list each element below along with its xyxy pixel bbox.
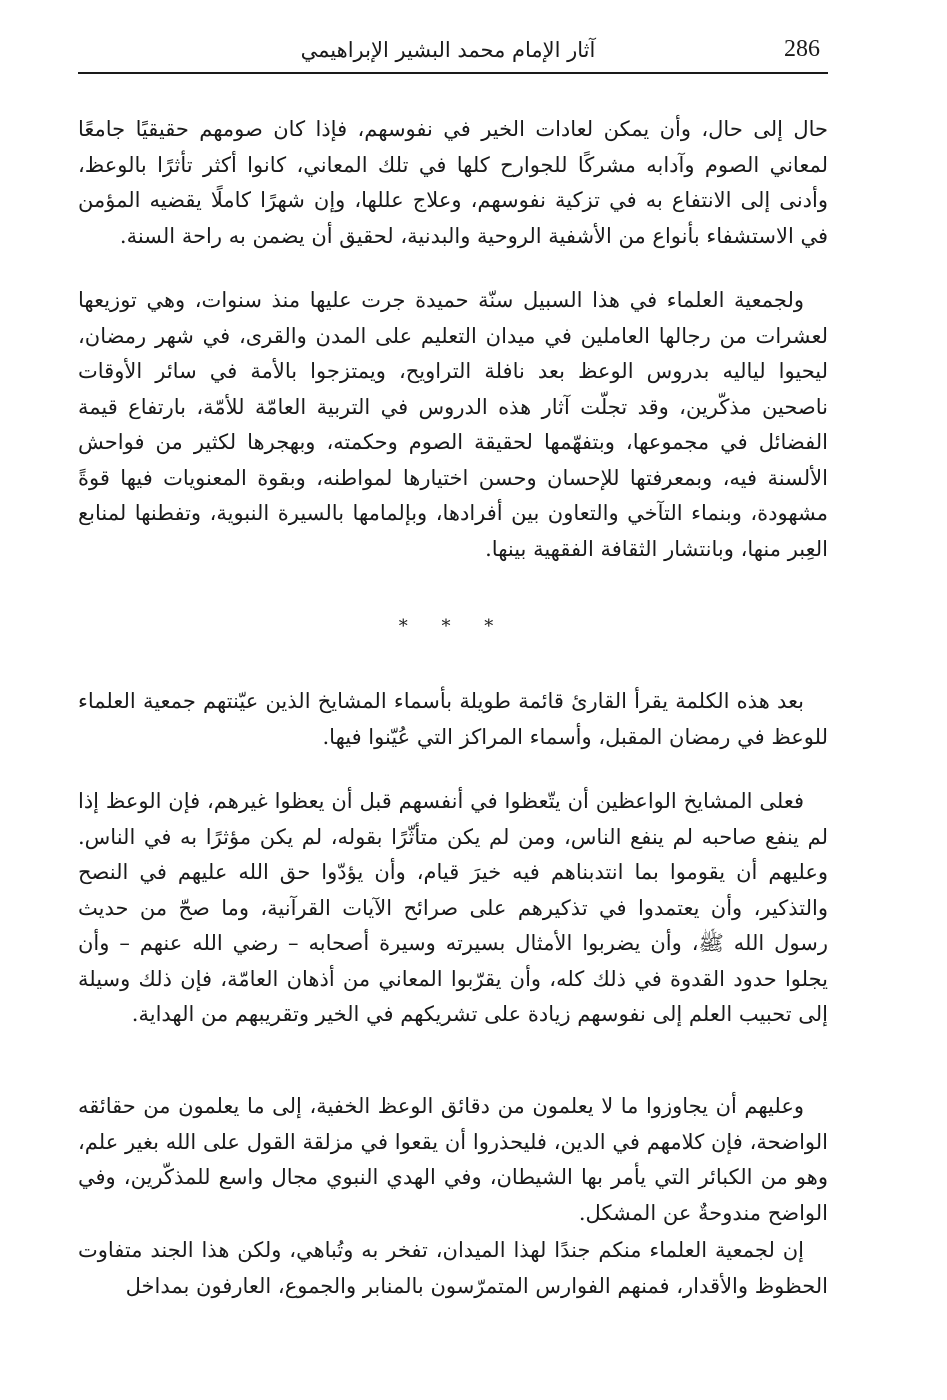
paragraph-1: [78, 112, 828, 254]
paragraph-text: حال إلى حال، وأن يمكن لعادات الخير في نفوسهم، فإذا كان صومهم حقيقيًا جامعًا لمعاني الصوم وآدابه مشركًا للجوارح كلها في تلك المعاني، كانوا أكثر تأثرًا بالوعظ، وأدنى إلى الانتفاع به في تزكية نفوسهم، وعلاج عللها، وإن شهرًا كاملًا يقضيه المؤمن في الاستشفاء بأنواع من الأشفية الروحية والبدنية، لحقيق أن يضمن به راحة السنة.: [78, 117, 828, 248]
paragraph-text: بعد هذه الكلمة يقرأ القارئ قائمة طويلة بأسماء المشايخ الذين عيّنتهم جمعية العلماء للوعظ في رمضان المقبل، وأسماء المراكز التي عُيّنوا فيها.: [78, 689, 828, 749]
running-title: آثار الإمام محمد البشير الإبراهيمي: [300, 38, 596, 62]
paragraph-text: فعلى المشايخ الواعظين أن يتّعظوا في أنفسهم قبل أن يعظوا غيرهم، فإن الوعظ إذا لم ينفع صاحبه لم ينفع الناس، ومن لم يكن متأثّرًا بقوله، لم يكن مؤثرًا به في الناس. وعليهم أن يقوموا بما انتدبناهم فيه خيرَ قيام، وأن يؤدّوا حق الله عليهم في النصح والتذكير، وأن يعتمدوا في تذكيرهم على صرائح الآيات القرآنية، وما صحّ من حديث رسول الله ﷺ، وأن يضربوا الأمثال بسيرته وسيرة أصحابه – رضي الله عنهم – وأن يجلوا حدود القدوة في ذلك كله، وأن يقرّبوا المعاني من أذهان العامّة، فإن ذلك وسيلة إلى تحبيب العلم إلى نفوسهم زيادة على تشريكهم في الخير وتقريبهم من الهداية.: [78, 789, 828, 1026]
paragraph-4: [78, 784, 828, 1033]
paragraph-2: [78, 283, 828, 567]
paragraph-3: [78, 684, 828, 755]
paragraph-text: إن لجمعية العلماء منكم جندًا لهذا الميدان، تفخر به وتُباهي، ولكن هذا الجند متفاوت الحظوظ والأقدار، فمنهم الفوارس المتمرّسون بالمنابر والجموع، العارفون بمداخل: [78, 1238, 828, 1298]
paragraph-text: ولجمعية العلماء في هذا السبيل سنّة حميدة جرت عليها منذ سنوات، وهي توزيعها لعشرات من رجالها العاملين في ميدان التعليم على المدن والقرى، في شهر رمضان، ليحيوا لياليه بدروس الوعظ بعد نافلة التراويح، ويمتزجوا بالأمة في سائر الأوقات ناصحين مذكّرين، وقد تجلّت آثار هذه الدروس في التربية العامّة للأمّة، بارتفاع قيمة الفضائل في مجموعها، وبتفهّمها لحقيقة الصوم وحكمته، وبهجرها لكثير من فواحش الألسنة فيه، وبمعرفتها للإحسان وحسن اختيارها لمواطنه، وبقوة المعنويات فيها قوةً مشهودة، وبنماء التآخي والتعاون بين أفرادها، وبإلمامها بالسيرة النبوية، وتفطنها لمنابع العِبر منها، وبانتشار الثقافة الفقهية بينها.: [78, 288, 828, 561]
paragraph-5: [78, 1089, 828, 1231]
paragraph-6: [78, 1233, 828, 1304]
paragraph-text: وعليهم أن يجاوزوا ما لا يعلمون من دقائق الوعظ الخفية، إلى ما يعلمون من حقائقه الواضحة، فإن كلامهم في الدين، فليحذروا أن يقعوا في مزلقة القول على الله بغير علم، وهو من الكبائر التي يأمر بها الشيطان، وفي الهدي النبوي مجال واسع للمذكّرين، وفي الواضح مندوحةٌ عن المشكل.: [78, 1094, 828, 1225]
page-number: 286: [784, 36, 820, 62]
book-page: [78, 30, 828, 1370]
page-header: [78, 30, 828, 74]
section-separator: * * *: [398, 616, 508, 637]
